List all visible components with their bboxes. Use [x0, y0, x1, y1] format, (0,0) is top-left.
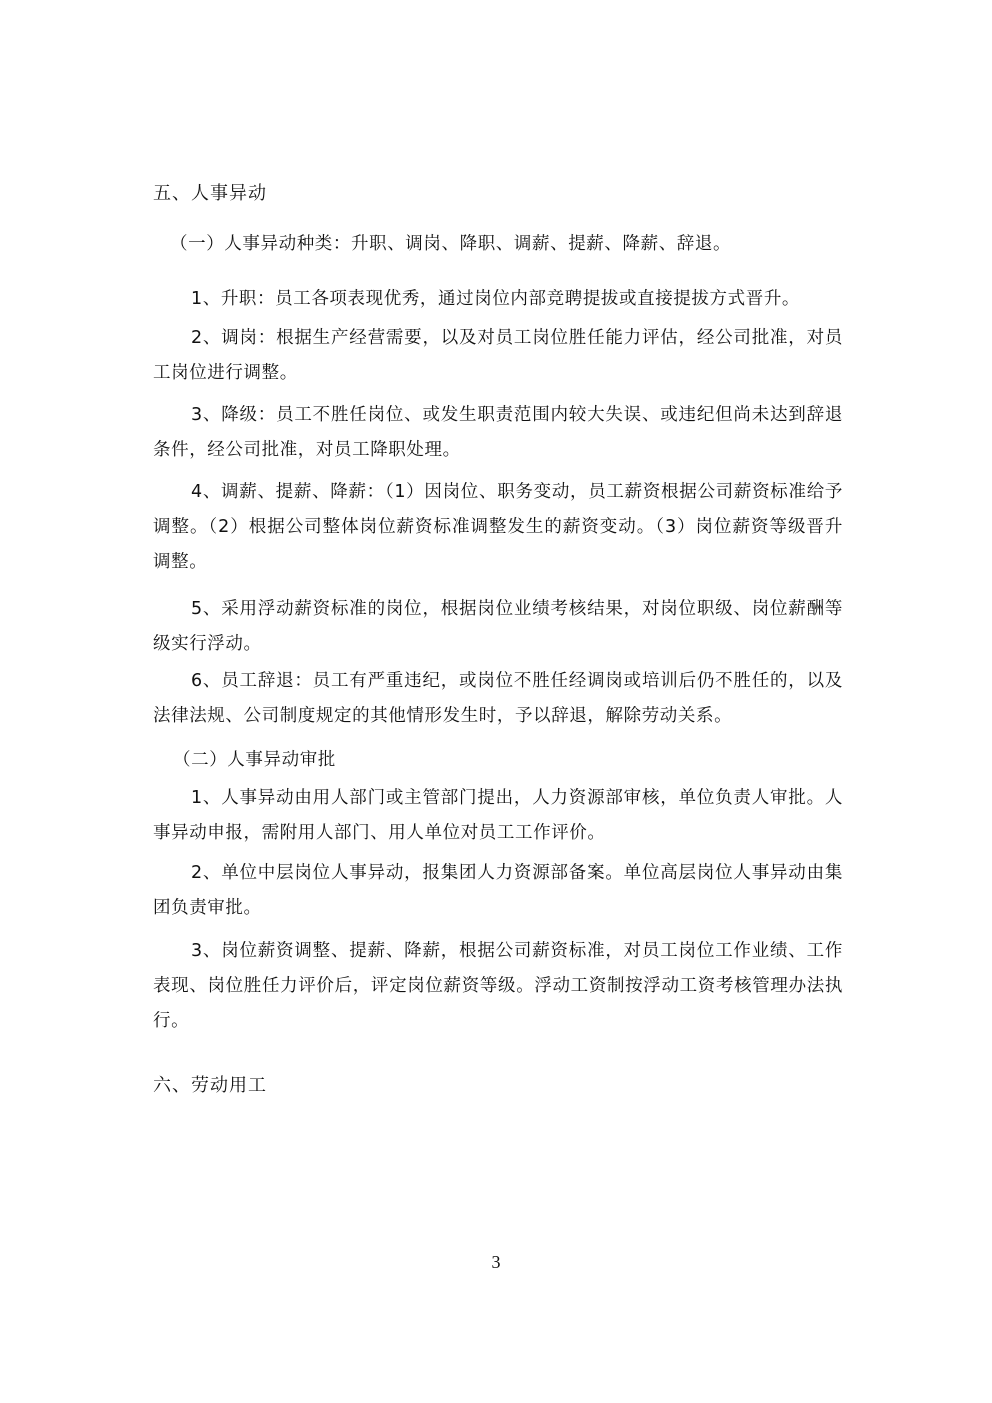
item-salary-adjustment: 4、调薪、提薪、降薪：（1）因岗位、职务变动，员工薪资根据公司薪资标准给予调整。（2）根据公司整体岗位薪资标准调整发生的薪资变动。（3）岗位薪资等级晋升调整。	[153, 482, 843, 572]
approval-item-1: 1、人事异动由用人部门或主管部门提出，人力资源部审核，单位负责人审批。人事异动申报，需附用人部门、用人单位对员工工作评价。	[153, 788, 843, 843]
section-five-heading: 五、人事异动	[153, 183, 267, 204]
subsection-two-heading: （二）人事异动审批	[173, 750, 336, 770]
page-number: 3	[491, 1252, 501, 1272]
approval-item-3: 3、岗位薪资调整、提薪、降薪，根据公司薪资标准，对员工岗位工作业绩、工作表现、岗位胜任力评价后，评定岗位薪资等级。浮动工资制按浮动工资考核管理办法执行。	[153, 941, 843, 1031]
item-floating-salary: 5、采用浮动薪资标准的岗位，根据岗位业绩考核结果，对岗位职级、岗位薪酬等级实行浮动。	[153, 599, 843, 654]
item-demotion: 3、降级：员工不胜任岗位、或发生职责范围内较大失误、或违纪但尚未达到辞退条件，经公司批准，对员工降职处理。	[153, 405, 843, 460]
item-promotion: 1、升职：员工各项表现优秀，通过岗位内部竞聘提拔或直接提拔方式晋升。	[191, 289, 801, 309]
subsection-one-heading: （一）人事异动种类：升职、调岗、降职、调薪、提薪、降薪、辞退。	[170, 234, 732, 254]
item-transfer: 2、调岗：根据生产经营需要，以及对员工岗位胜任能力评估，经公司批准，对员工岗位进行调整。	[153, 328, 843, 383]
approval-item-2: 2、单位中层岗位人事异动，报集团人力资源部备案。单位高层岗位人事异动由集团负责审批。	[153, 863, 843, 918]
item-dismissal: 6、员工辞退：员工有严重违纪，或岗位不胜任经调岗或培训后仍不胜任的，以及法律法规、公司制度规定的其他情形发生时，予以辞退，解除劳动关系。	[153, 671, 843, 726]
section-six-heading: 六、劳动用工	[153, 1075, 267, 1096]
